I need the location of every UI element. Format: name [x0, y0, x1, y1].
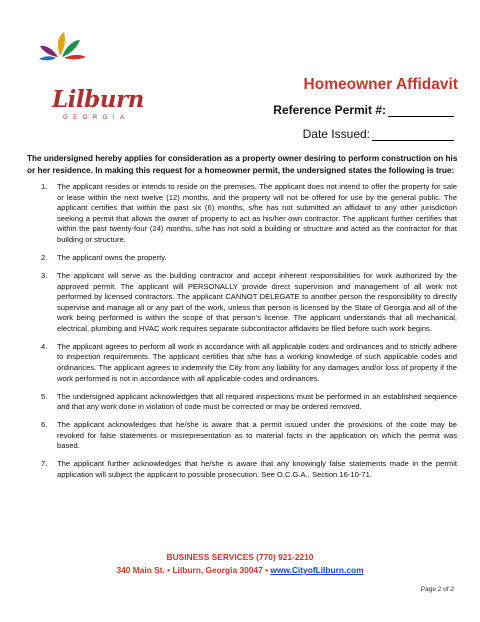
- page-title: Homeowner Affidavit: [303, 76, 458, 93]
- item-number: 4.: [41, 341, 48, 351]
- reference-permit-label: Reference Permit #:: [273, 103, 386, 117]
- item-text: The applicant agrees to perform all work in accordance with all applicable codes and ordinances and to strictly adhere to inspection requirements. The applicant certifies that s/he has a working knowledge of such applicable codes and ordinances. The applicant agrees to indemnify the City from any liability for any damages and/or loss of property if the work performed is not in accordance with all applicable codes and ordinances.: [57, 341, 457, 383]
- city-logo: [22, 30, 144, 121]
- item-number: 6.: [41, 420, 48, 430]
- page-number: Page 2 of 2: [420, 586, 454, 593]
- list-item: [27, 342, 457, 384]
- date-issued-field[interactable]: [372, 128, 454, 141]
- reference-permit-field[interactable]: [388, 104, 454, 117]
- website-link[interactable]: www.CityofLilburn.com: [270, 565, 364, 575]
- intro-paragraph: The undersigned hereby applies for consideration as a property owner desiring to perform construction on his or her residence. In making this request for a homeowner permit, the undersigned states the following is true:: [27, 154, 458, 175]
- item-number: 3.: [41, 270, 48, 280]
- item-text: The undersigned applicant acknowledges that all required inspections must be performed in an established sequence and that any work done in violation of code must be corrected or may be ordered removed.: [57, 391, 457, 412]
- item-text: The applicant owns the property.: [57, 252, 167, 262]
- date-issued-row: [303, 127, 454, 141]
- item-number: 5.: [41, 391, 48, 401]
- date-issued-label: Date Issued:: [302, 127, 370, 141]
- logo-wordmark: Lilburn: [52, 86, 144, 113]
- list-item: [27, 420, 457, 452]
- item-number: 2.: [41, 252, 48, 262]
- item-text: The applicant resides or intends to reside on the premises. The applicant does not intend to offer the property for sale or lease within the next twelve (12) months, and the property will not be offered for use by the general public. The applicant certifies that within the past six (6) months, s/he has not submitted an affidavit to any other jurisdiction seeking a permit that allows the owner of property to act as his/her own contractor. The applicant further certifies that within the past twenty-four (24) months, s/he has not sold a building or structure and acted as the contractor for that building or structure.: [57, 182, 457, 244]
- affidavit-list: [27, 182, 457, 488]
- list-item: [27, 459, 457, 480]
- list-item: [27, 182, 457, 246]
- item-text: The applicant acknowledges that he/she is aware that a permit issued under the provisions of the code may be revoked for false statements or misrepresentation as to material facts in the application on which the permit was based.: [57, 420, 457, 451]
- footer-phone: BUSINESS SERVICES (770) 921-2210: [166, 552, 314, 562]
- logo-subtitle: GEORGIA: [63, 115, 130, 121]
- item-number: 1.: [41, 182, 48, 191]
- list-item: [27, 253, 457, 264]
- footer-address-line: [0, 565, 480, 575]
- item-number: 7.: [41, 459, 48, 469]
- item-text: The applicant will serve as the building contractor and accept inherent responsibilities for work authorized by the approved permit. The applicant will PERSONALLY provide direct supervision and management of all work not performed by licensed contractors. The applicant CANNOT DELEGATE to another person the responsibility to directly supervise and manage all or any part of the work, unless that person is licensed by the State of Georgia and all of the work being performed is within the scope of that person’s license. The applicant understands that all mechanical, electrical, plumbing and HVAC work requires separate subcontractor affidavits be filed before such work begins.: [57, 270, 457, 333]
- list-item: [27, 271, 457, 335]
- reference-permit-row: [273, 103, 454, 117]
- item-text: The applicant further acknowledges that he/she is aware that any knowingly false statements made in the permit application will subject the applicant to possible prosecution. See O.C.G.A., Section 16-10-71.: [57, 459, 457, 479]
- footer-address: 340 Main St. • Lilburn, Georgia 30047 •: [116, 565, 271, 575]
- list-item: [27, 392, 457, 413]
